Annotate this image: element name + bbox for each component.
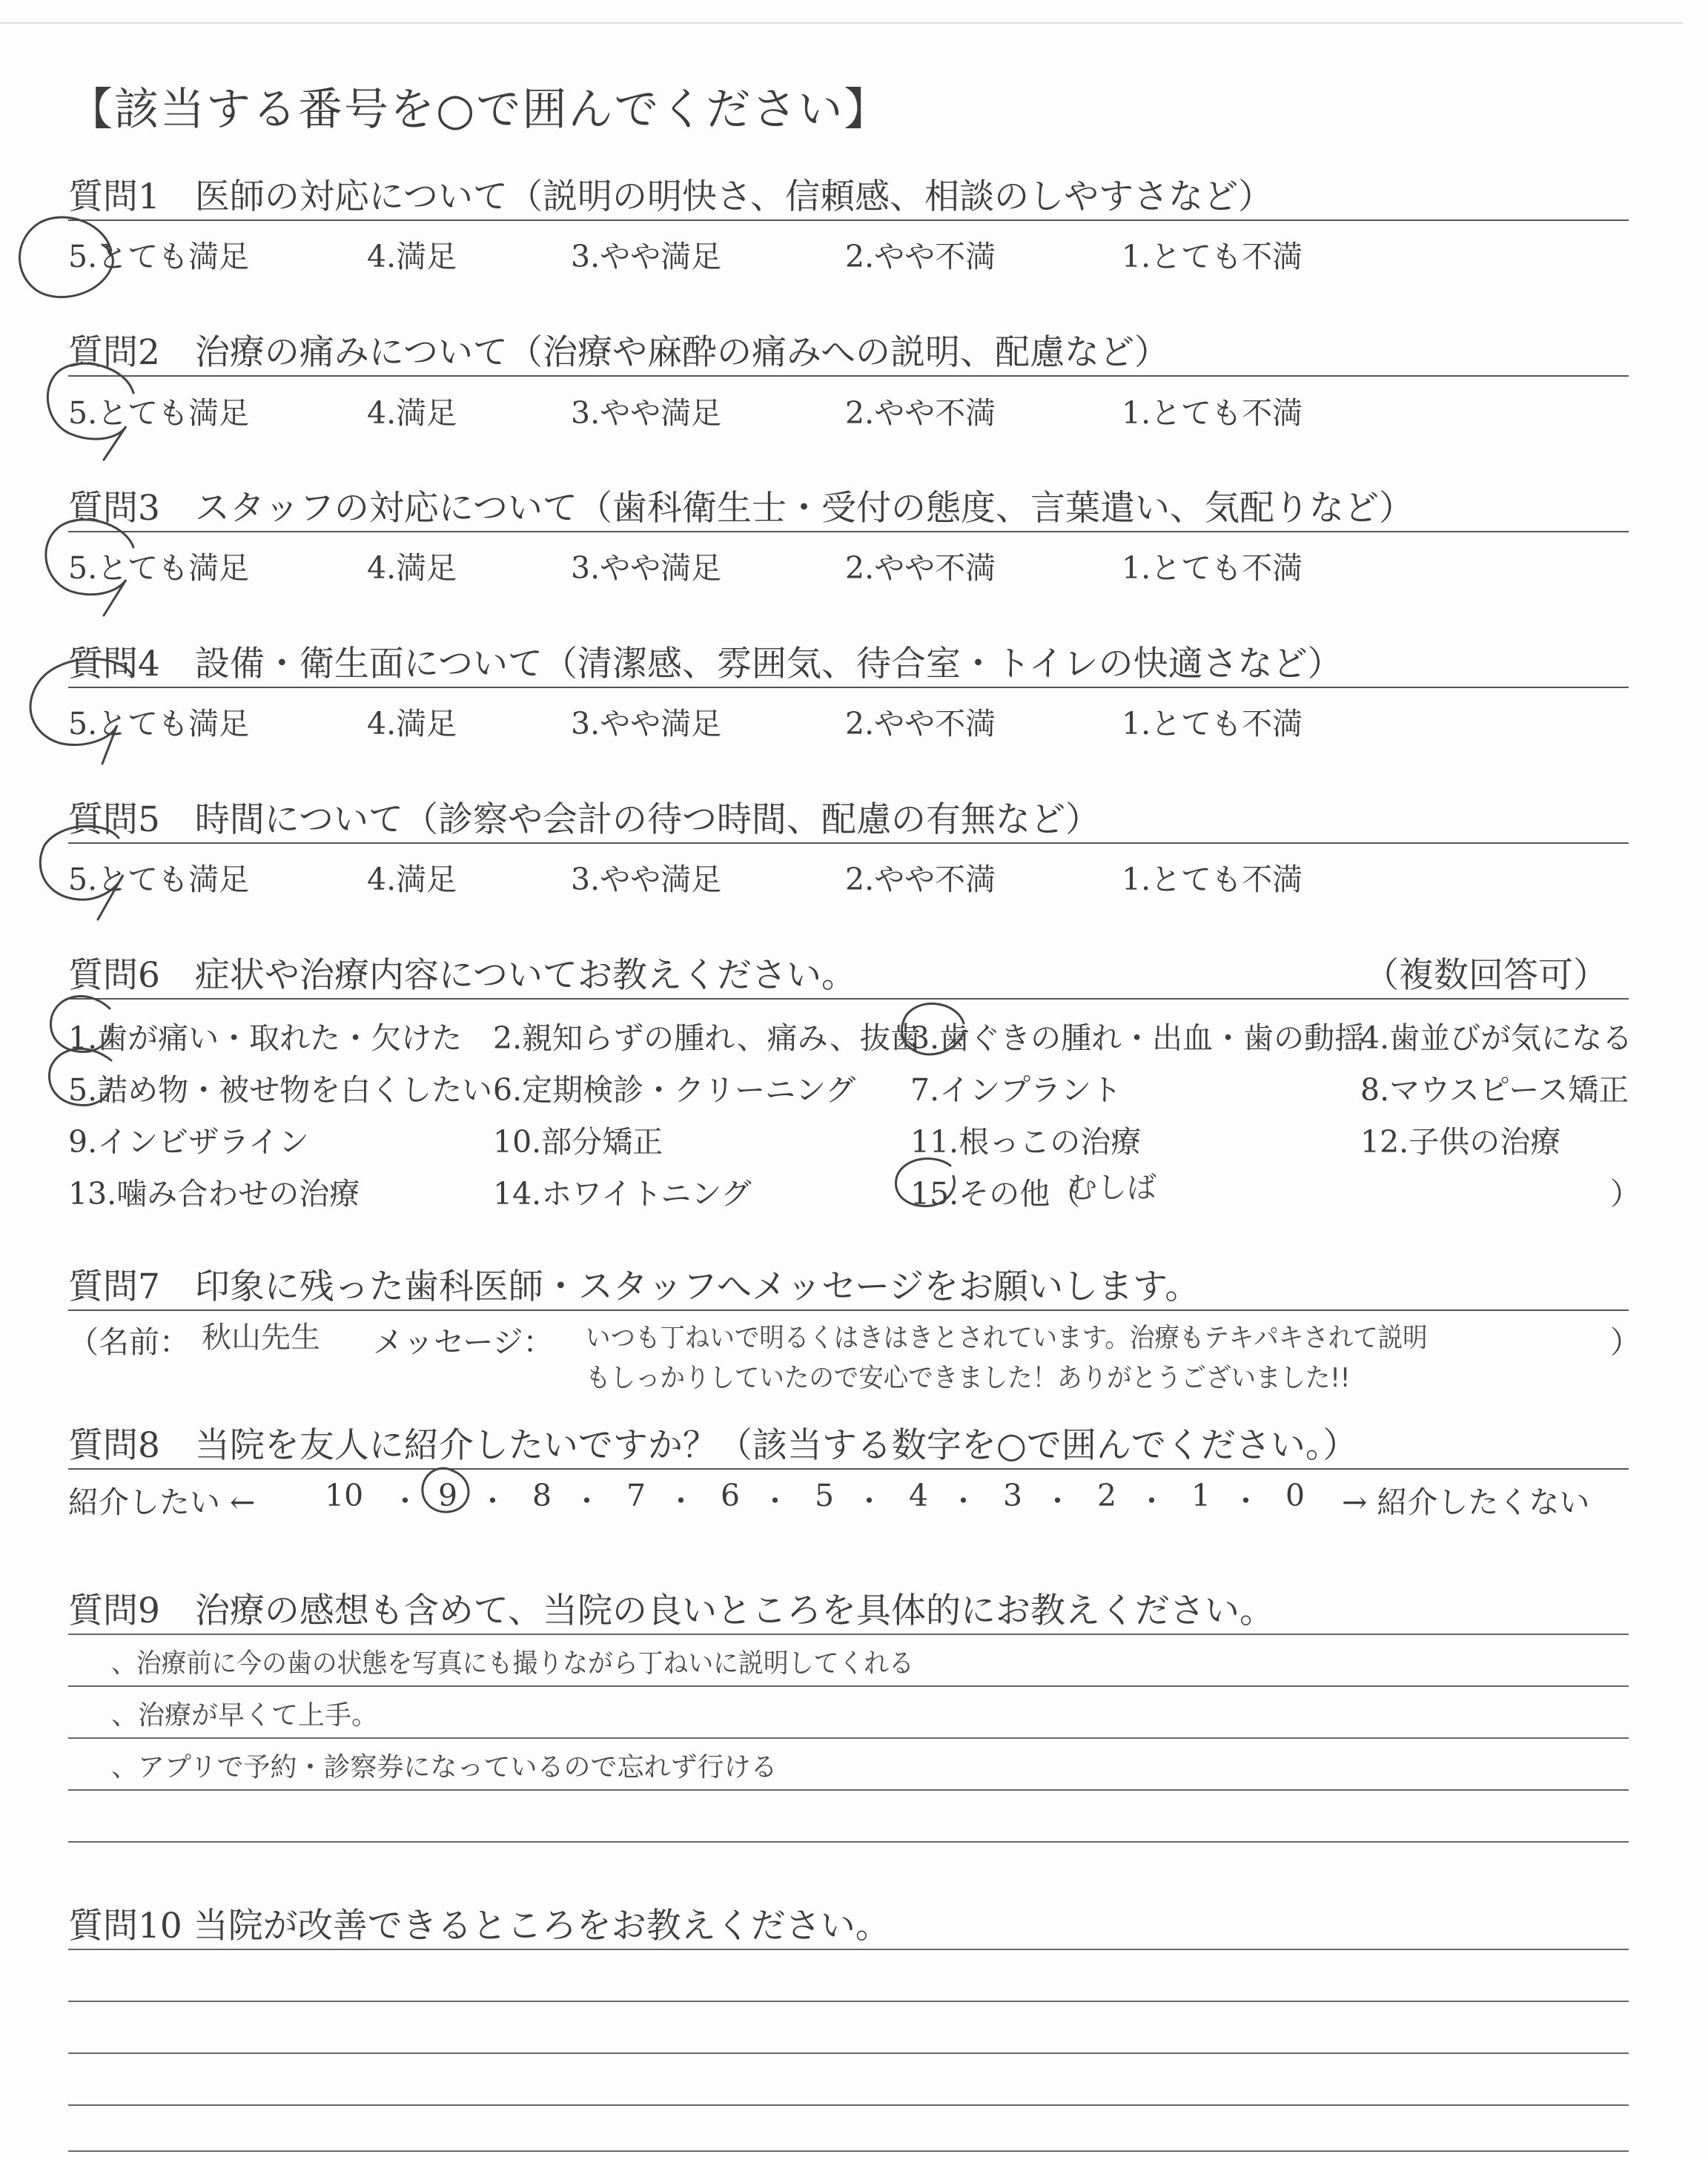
q8-number-4[interactable]: 4: [909, 1478, 929, 1513]
q10-line-5: [68, 2150, 1629, 2152]
q9-line-4: [68, 1789, 1629, 1791]
q5-option-1[interactable]: 1.とても不満: [1122, 862, 1303, 897]
q2-option-2[interactable]: 2.やや不満: [845, 395, 996, 431]
q10-line-3: [68, 2052, 1629, 2054]
q8-separator: ・: [855, 1485, 884, 1519]
q9-line-3: [68, 1737, 1629, 1739]
q4-option-4[interactable]: 4.満足: [367, 706, 457, 742]
q3-option-3[interactable]: 3.やや満足: [571, 550, 722, 586]
top-edge-line: [0, 22, 1683, 24]
q8-number-9[interactable]: 9: [438, 1478, 458, 1513]
q5-option-3[interactable]: 3.やや満足: [571, 862, 722, 897]
q6-other-close-paren: ）: [1610, 1176, 1641, 1212]
q5-option-4[interactable]: 4.満足: [367, 862, 457, 897]
q4-option-3[interactable]: 3.やや満足: [571, 706, 722, 742]
question-8-rule: [68, 1468, 1629, 1470]
q6-option-13[interactable]: 13.噛み合わせの治療: [68, 1176, 360, 1212]
q6-option-2[interactable]: 2.親知らずの腫れ、痛み、抜歯: [493, 1020, 921, 1056]
question-7: 質問7 印象に残った歯科医師・スタッフへメッセージをお願いします。: [68, 1266, 1200, 1307]
q3-option-1[interactable]: 1.とても不満: [1122, 550, 1303, 586]
q8-separator: ・: [478, 1485, 508, 1519]
q7-close-paren: ）: [1610, 1324, 1641, 1360]
q3-option-4[interactable]: 4.満足: [367, 550, 457, 586]
q6-other-handwritten[interactable]: むしば: [1068, 1171, 1156, 1205]
q9-answer-3[interactable]: 、アプリで予約・診察券になっているので忘れず行ける: [111, 1752, 778, 1783]
question-5-rule: [68, 842, 1629, 844]
q1-option-4[interactable]: 4.満足: [367, 239, 457, 274]
q8-number-6[interactable]: 6: [721, 1478, 741, 1513]
q8-separator: ・: [1137, 1485, 1167, 1519]
q6-option-4[interactable]: 4.歯並びが気になる: [1360, 1020, 1633, 1056]
q6-option-9[interactable]: 9.インビザライン: [68, 1124, 309, 1160]
q6-option-6[interactable]: 6.定期検診・クリーニング: [493, 1072, 856, 1108]
q7-message-line-1[interactable]: いつも丁ねいで明るくはきはきとされています。治療もテキパキされて説明: [586, 1323, 1428, 1353]
q8-right-label: → 紹介したくない: [1342, 1484, 1590, 1520]
question-4-rule: [68, 687, 1629, 688]
q10-line-4: [68, 2104, 1629, 2106]
q8-number-2[interactable]: 2: [1097, 1478, 1117, 1513]
q6-option-3[interactable]: 3.歯ぐきの腫れ・出血・歯の動揺: [910, 1020, 1366, 1056]
q6-option-14[interactable]: 14.ホワイトニング: [493, 1176, 752, 1212]
q5-option-2[interactable]: 2.やや不満: [845, 862, 996, 897]
q8-left-label: 紹介したい ←: [68, 1484, 256, 1520]
q8-number-0[interactable]: 0: [1285, 1478, 1305, 1513]
q8-separator: ・: [572, 1485, 602, 1519]
q8-separator: ・: [666, 1485, 696, 1519]
question-6-note: （複数回答可）: [1364, 955, 1608, 996]
q6-option-1[interactable]: 1.歯が痛い・取れた・欠けた: [68, 1020, 463, 1056]
question-7-rule: [68, 1309, 1629, 1311]
question-3: 質問3 スタッフの対応について（歯科衛生士・受付の態度、言葉遣い、気配りなど）: [68, 488, 1414, 529]
question-1-rule: [68, 219, 1629, 221]
question-1: 質問1 医師の対応について（説明の明快さ、信頼感、相談のしやすさなど）: [68, 176, 1274, 217]
q8-number-3[interactable]: 3: [1003, 1478, 1023, 1513]
question-9: 質問9 治療の感想も含めて、当院の良いところを具体的にお教えください。: [68, 1591, 1274, 1631]
q2-option-4[interactable]: 4.満足: [367, 395, 457, 431]
q4-option-1[interactable]: 1.とても不満: [1122, 706, 1303, 742]
q2-option-5[interactable]: 5.とても満足: [68, 395, 250, 431]
q5-option-5[interactable]: 5.とても満足: [68, 862, 250, 897]
question-6: 質問6 症状や治療内容についてお教えください。: [68, 955, 856, 996]
question-4: 質問4 設備・衛生面について（清潔感、雰囲気、待合室・トイレの快適さなど）: [68, 644, 1343, 684]
q1-option-3[interactable]: 3.やや満足: [571, 239, 722, 274]
q8-separator: ・: [761, 1485, 790, 1519]
q6-option-8[interactable]: 8.マウスピース矯正: [1360, 1072, 1629, 1108]
q1-option-2[interactable]: 2.やや不満: [845, 239, 996, 274]
q9-line-5: [68, 1841, 1629, 1843]
q7-name-label: （名前：: [68, 1324, 190, 1360]
question-3-rule: [68, 531, 1629, 532]
q10-line-1: [68, 1949, 1629, 1950]
q1-option-1[interactable]: 1.とても不満: [1122, 239, 1303, 274]
q9-line-2: [68, 1685, 1629, 1687]
q7-message-line-2[interactable]: もしっかりしていたので安心できました！ありがとうございました!!: [586, 1363, 1351, 1393]
q8-number-1[interactable]: 1: [1191, 1478, 1211, 1513]
q9-answer-2[interactable]: 、治療が早くて上手。: [111, 1700, 379, 1731]
q8-separator: ・: [949, 1485, 979, 1519]
q6-option-12[interactable]: 12.子供の治療: [1360, 1124, 1561, 1160]
q9-answer-1[interactable]: 、治療前に今の歯の状態を写真にも撮りながら丁ねいに説明してくれる: [111, 1648, 914, 1679]
q6-option-15[interactable]: 15.その他（: [910, 1176, 1081, 1212]
q3-option-5[interactable]: 5.とても満足: [68, 550, 250, 586]
q6-option-5[interactable]: 5.詰め物・被せ物を白くしたい: [68, 1072, 493, 1108]
q6-option-11[interactable]: 11.根っこの治療: [910, 1124, 1142, 1160]
q6-option-7[interactable]: 7.インプラント: [910, 1072, 1122, 1108]
q9-line-1: [68, 1634, 1629, 1635]
question-10: 質問10 当院が改善できるところをお教えください。: [68, 1906, 890, 1946]
q4-option-2[interactable]: 2.やや不満: [845, 706, 996, 742]
q8-number-5[interactable]: 5: [815, 1478, 835, 1513]
q4-option-5[interactable]: 5.とても満足: [68, 706, 250, 742]
question-5: 質問5 時間について（診察や会計の待つ時間、配慮の有無など）: [68, 799, 1100, 840]
q7-message-label: メッセージ：: [373, 1324, 554, 1360]
question-8: 質問8 当院を友人に紹介したいですか？（該当する数字を○で囲んでください。）: [68, 1425, 1358, 1466]
q8-separator: ・: [1231, 1485, 1261, 1519]
q8-separator: ・: [391, 1485, 420, 1519]
question-6-rule: [68, 998, 1629, 1000]
q1-option-5[interactable]: 5.とても満足: [68, 239, 250, 274]
q2-option-1[interactable]: 1.とても不満: [1122, 395, 1303, 431]
q8-number-8[interactable]: 8: [532, 1478, 552, 1513]
q8-number-10[interactable]: 10: [325, 1478, 364, 1513]
q10-line-2: [68, 2001, 1629, 2002]
q7-name-handwritten[interactable]: 秋山先生: [202, 1321, 320, 1355]
question-2-rule: [68, 375, 1629, 377]
q6-option-10[interactable]: 10.部分矯正: [493, 1124, 663, 1160]
q2-option-3[interactable]: 3.やや満足: [571, 395, 722, 431]
q8-number-7[interactable]: 7: [626, 1478, 646, 1513]
q3-option-2[interactable]: 2.やや不満: [845, 550, 996, 586]
page-title: 【該当する番号を○で囲んでください】: [68, 84, 890, 136]
question-2: 質問2 治療の痛みについて（治療や麻酔の痛みへの説明、配慮など）: [68, 332, 1170, 373]
q8-separator: ・: [1043, 1485, 1073, 1519]
